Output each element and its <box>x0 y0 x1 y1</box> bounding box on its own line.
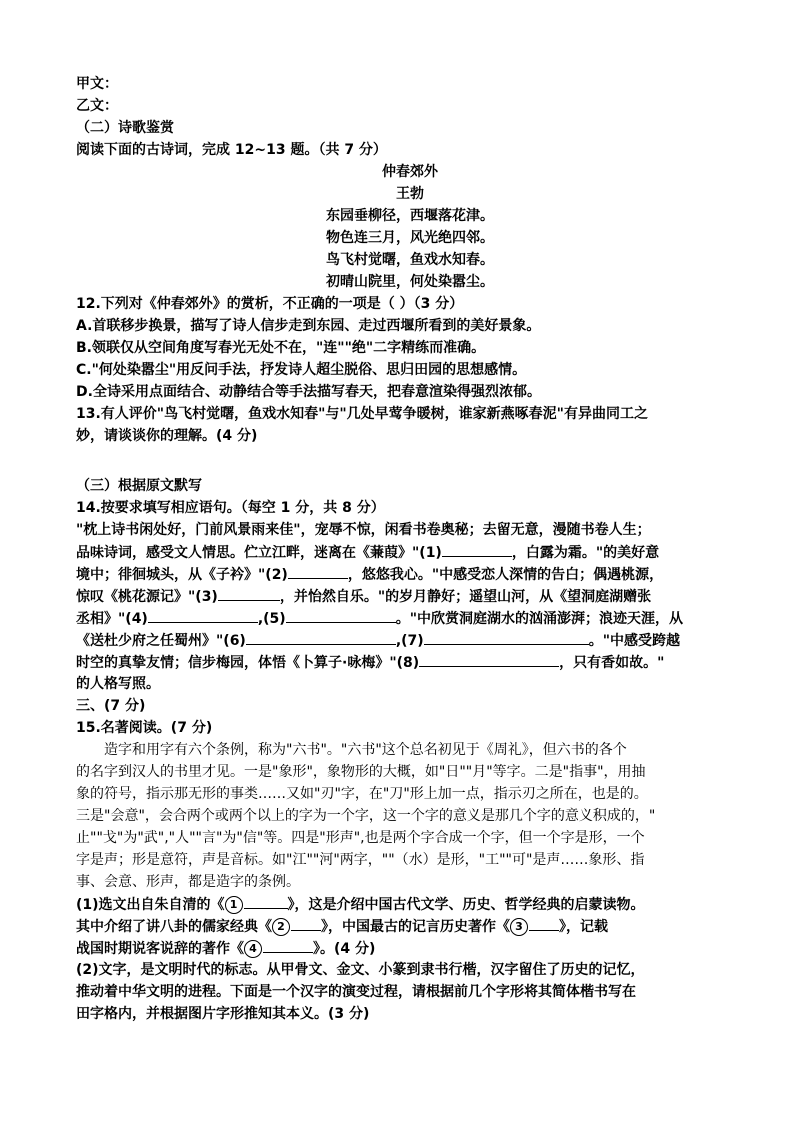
question-instruction: 阅读下面的古诗词，完成 12~13 题。（共 7 分） <box>76 142 387 158</box>
text-line: 甲文： <box>76 76 118 92</box>
fill-text: 《送杜少府之任蜀州》"(6) ,(7) 。"中感受跨越 <box>76 630 726 652</box>
passage-line: 止""戈"为"武","人""言"为"信"等。四是"形声",也是两个字合成一个字，但一个字是形，一个 <box>76 830 645 846</box>
question-15-2: (2)文字，是文明时代的标志。从甲骨文、金文、小篆到隶书行楷，汉字留住了历史的记忆， <box>76 962 645 978</box>
circled-marker-1: 1 <box>225 896 243 914</box>
blank-6[interactable] <box>246 630 396 645</box>
blank-4[interactable] <box>148 608 258 623</box>
fill-text: 时空的真挚友情；信步梅园，体悟《卜算子·咏梅》"(8) ，只有香如故。" <box>76 652 726 674</box>
poem-title: 仲春郊外 <box>382 164 438 180</box>
fill-text: 惊叹《桃花源记》"(3) ，并怡然自乐。"的岁月静好；遥望山河，从《望洞庭湖赠张 <box>76 586 726 608</box>
passage-line: 的名字到汉人的书里才见。一是"象形"，象物形的大概，如"日""月"等字。二是"指事"，用抽 <box>76 764 646 780</box>
blank-3[interactable] <box>218 586 280 601</box>
passage-line: 事、会意、形声，都是造字的条例。 <box>76 874 300 890</box>
circled-marker-4: 4 <box>244 940 262 958</box>
fill-text: 品味诗词，感受文人情思。伫立江畔，迷离在《蒹葭》"(1) ，白露为霜。"的美好意 <box>76 542 726 564</box>
option-a: A.首联移步换景，描写了诗人信步走到东园、走过西堰所看到的美好景象。 <box>76 318 541 334</box>
option-c: C."何处染嚣尘"用反问手法，抒发诗人超尘脱俗、思归田园的思想感情。 <box>76 362 527 378</box>
section-heading: （三）根据原文默写 <box>76 478 202 494</box>
fill-text: 丞相》"(4) ,(5) 。"中欣赏洞庭湖水的汹涌澎湃；浪迹天涯，从 <box>76 608 726 630</box>
passage-line: 字是声；形是意符，声是音标。如"江""河"两字，""（水）是形，"工""可"是声……象形、指 <box>76 852 645 868</box>
blank-8[interactable] <box>419 652 559 667</box>
passage-line: 三是"会意"，会合两个或两个以上的字为一个字，这一个字的意义是那几个字的意义积成的，" <box>76 808 656 824</box>
option-d: D.全诗采用点面结合、动静结合等手法描写春天，把春意渲染得强烈浓郁。 <box>76 384 541 400</box>
fill-text: 境中；徘徊城头，从《子衿》"(2) ，悠悠我心。"中感受恋人深情的告白；偶遇桃源， <box>76 564 726 586</box>
section-heading: 三、(7 分) <box>76 698 146 714</box>
blank-2[interactable] <box>288 564 348 579</box>
question-14: 14.按要求填写相应语句。（每空 1 分，共 8 分） <box>76 500 385 516</box>
passage-line: 象的符号，指示那无形的事类……又如"刃"字，在"刀"形上加一点，指示刃之所在，也是的。 <box>76 786 648 802</box>
option-b: B.领联仅从空间角度写春光无处不在，"连""绝"二字精练而准确。 <box>76 340 486 356</box>
question-15-1-cont: 战国时期说客说辞的著作《 4 》。(4 分) <box>76 938 726 960</box>
question-13-cont: 妙，请谈谈你的理解。(4 分) <box>76 428 258 444</box>
blank-book-1[interactable] <box>244 894 288 909</box>
question-15-2-cont: 推动着中华文明的进程。下面是一个汉字的演变过程，请根据前几个字形将其简体楷书写在 <box>76 984 636 1000</box>
poem-line: 物色连三月，风光绝四邻。 <box>326 230 494 246</box>
poem-author: 王勃 <box>396 186 424 202</box>
poem-line: 东园垂柳径，西堰落花津。 <box>326 208 494 224</box>
blank-1[interactable] <box>442 542 512 557</box>
passage-line: 造字和用字有六个条例，称为"六书"。"六书"这个总名初见于《周礼》，但六书的各个 <box>104 742 627 758</box>
question-13: 13.有人评价"鸟飞村觉曙，鱼戏水知春"与"几处早莺争暖树，谁家新燕啄春泥"有异曲同工之 <box>76 406 648 422</box>
poem-line: 初晴山院里，何处染嚣尘。 <box>326 274 494 290</box>
question-15-1-cont: 其中介绍了讲八卦的儒家经典《 2 》，中国最古的记言历史著作《 3 》，记载 <box>76 916 726 938</box>
blank-book-2[interactable] <box>291 916 321 931</box>
fill-text: 的人格写照。 <box>76 676 160 692</box>
blank-5[interactable] <box>286 608 396 623</box>
question-15-2-cont: 田字格内，并根据图片字形推知其本义。(3 分) <box>76 1006 370 1022</box>
circled-marker-3: 3 <box>510 918 528 936</box>
poem-line: 鸟飞村觉曙，鱼戏水知春。 <box>326 252 494 268</box>
section-heading: （二）诗歌鉴赏 <box>76 120 174 136</box>
question-15-1: (1)选文出自朱自清的《 1 》，这是介绍中国古代文学、历史、哲学经典的启蒙读物。 <box>76 894 726 916</box>
question-15: 15.名著阅读。(7 分) <box>76 720 213 736</box>
text-line: 乙文： <box>76 98 118 114</box>
blank-book-3[interactable] <box>529 916 559 931</box>
blank-book-4[interactable] <box>263 938 313 953</box>
circled-marker-2: 2 <box>272 918 290 936</box>
question-12: 12.下列对《仲春郊外》的赏析，不正确的一项是（ ）（3 分） <box>76 296 464 312</box>
blank-7[interactable] <box>424 630 589 645</box>
fill-text: "枕上诗书闲处好，门前风景雨来佳"，宠辱不惊，闲看书卷奥秘；去留无意，漫随书卷人生； <box>76 522 651 538</box>
